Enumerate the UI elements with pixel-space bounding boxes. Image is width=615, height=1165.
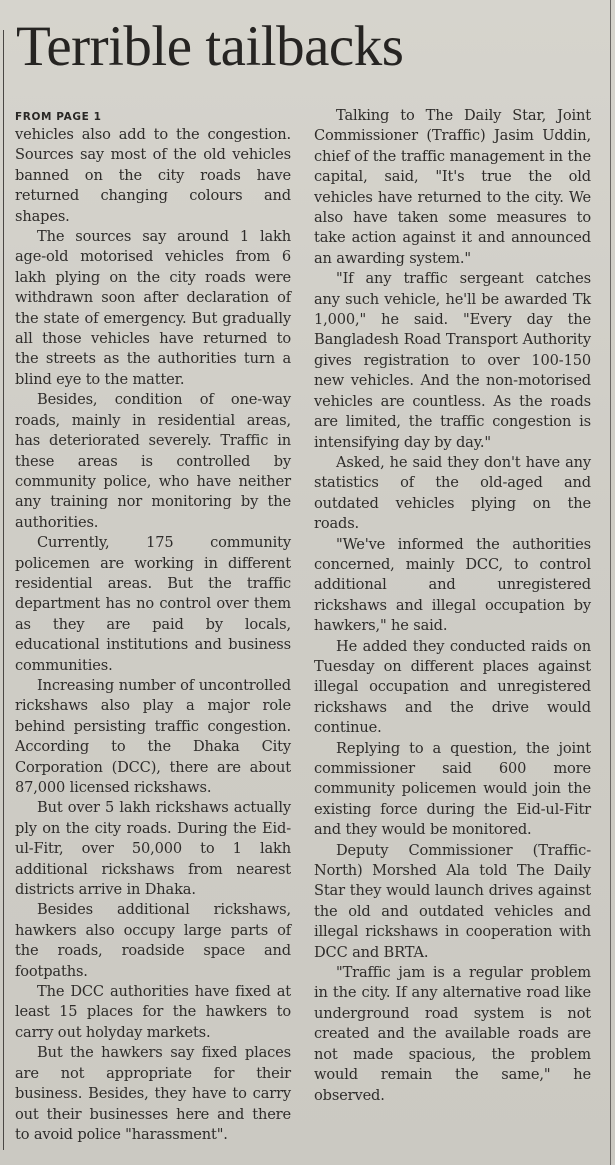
paragraph: Deputy Commissioner (Traffic-North) Morshed Ala told The Daily Star they would launch drives against the old and outdated vehicles and illegal rickshaws in cooperation with DCC and BRTA. [314, 841, 591, 961]
paragraph: The DCC authorities have fixed at least 15 places for the hawkers to carry out holyday markets. [15, 983, 291, 1041]
left-border-rule [3, 30, 4, 1150]
paragraph: Replying to a question, the joint commissioner said 600 more community policemen would join the existing force during the Eid-ul-Fitr and they would be monitored. [314, 739, 591, 839]
paragraph: He added they conducted raids on Tuesday on different places against illegal occupation and unregistered rickshaws and the drive would continue. [314, 637, 591, 737]
right-border-rule [610, 0, 611, 1165]
paragraph: "We've informed the authorities concerned, mainly DCC, to control additional and unregistered rickshaws and illegal occupation by hawkers," he said. [314, 535, 591, 635]
paragraph: But the hawkers say fixed places are not appropriate for their business. Besides, they have to carry out their businesses here and there to avoid police "harassment". [15, 1044, 291, 1143]
kicker-from-page-1: FROM PAGE 1 [15, 111, 102, 123]
paragraph: The sources say around 1 lakh age-old motorised vehicles from 6 lakh plying on the city roads were withdrawn soon after declaration of the state of emergency. But gradually all those vehicles have returned to the streets as the authorities turn a blind eye to the matter. [15, 228, 291, 388]
paragraph: vehicles also add to the congestion. Sources say most of the old vehicles banned on the city roads have returned changing colours and shapes. [15, 126, 291, 225]
paragraph: Currently, 175 community policemen are working in different residential areas. But the traffic department has no control over them as they are paid by locals, educational institutions and business communities. [15, 534, 291, 674]
headline: Terrible tailbacks [16, 15, 404, 78]
paragraph: Increasing number of uncontrolled rickshaws also play a major role behind persisting traffic congestion. According to the Dhaka City Corporation (DCC), there are about 87,000 licensed rickshaws. [15, 676, 291, 796]
paragraph: "If any traffic sergeant catches any such vehicle, he'll be awarded Tk 1,000," he said. "Every day the Bangladesh Road Transport Authority gives registration to over 100-150 new vehicles. And the non-motorised vehicles are countless. As the roads are limited, the traffic congestion is intensifying day by day." [314, 270, 591, 451]
paragraph: Besides additional rickshaws, hawkers also occupy large parts of the roads, roadside space and footpaths. [15, 901, 291, 980]
left-column [15, 108, 291, 1145]
paragraph: Asked, he said they don't have any statistics of the old-aged and outdated vehicles plying on the roads. [314, 453, 591, 533]
paragraph: Talking to The Daily Star, Joint Commissioner (Traffic) Jasim Uddin, chief of the traffic management in the capital, said, "It's true the old vehicles have returned to the city. We also have taken some measures to take action against it and announced an awarding system." [314, 107, 591, 267]
paragraph: But over 5 lakh rickshaws actually ply on the city roads. During the Eid-ul-Fitr, over 50,000 to 1 lakh additional rickshaws from nearest districts arrive in Dhaka. [15, 799, 291, 899]
right-column [314, 106, 591, 1106]
paragraph: Besides, condition of one-way roads, mainly in residential areas, has deteriorated severely. Traffic in these areas is controlled by community police, who have neither any training nor monitoring by the authorities. [15, 391, 291, 531]
paragraph: "Traffic jam is a regular problem in the city. If any alternative road like underground road system is not created and the available roads are not made spacious, the problem would remain the same," he observed. [314, 964, 591, 1104]
